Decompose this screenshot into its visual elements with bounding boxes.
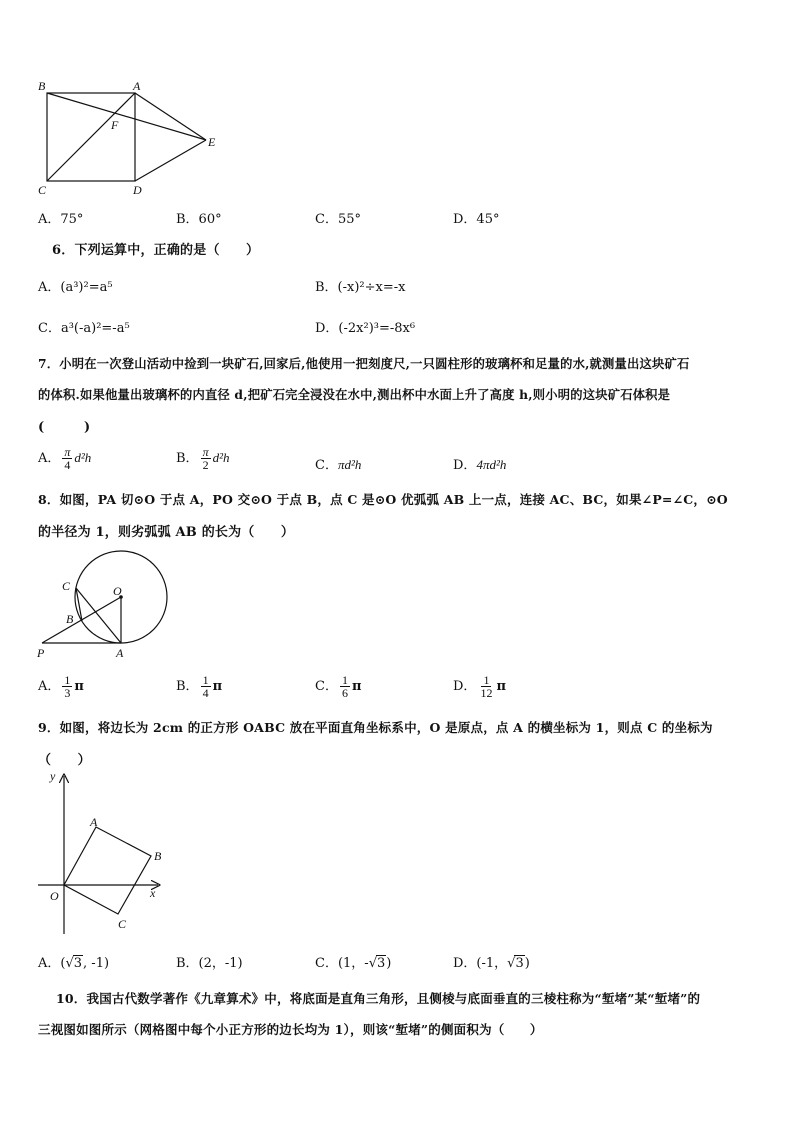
fraction-numerator: π [64, 445, 71, 459]
label-x: x [150, 886, 156, 900]
q8-option-a-fraction [62, 674, 72, 699]
q7-option-a-fraction [62, 446, 72, 471]
q8-option-a [38, 674, 84, 699]
q5-option-d: D．45° [453, 212, 500, 227]
label-y: y [50, 769, 56, 783]
q9-option-c-label: C．(1，- [315, 956, 369, 971]
fraction-denominator: 3 [64, 686, 71, 700]
q7-option-b-label: B． [176, 451, 199, 466]
fraction-denominator: 2 [202, 458, 209, 472]
q8-option-c-fraction [340, 674, 350, 699]
q7-option-b [176, 446, 229, 471]
q8-option-b [176, 674, 222, 699]
label-b: B [154, 849, 162, 863]
fraction-numerator: 1 [64, 673, 71, 687]
radicand: 3 [73, 956, 83, 971]
q8-option-c [315, 674, 361, 699]
fraction-numerator: π [202, 445, 209, 459]
label-b: B [38, 79, 46, 93]
fraction-numerator: 1 [483, 673, 490, 687]
q9-option-c: C．(1，-√3) [315, 956, 392, 971]
q5-option-c: C．55° [315, 212, 361, 227]
label-a: A [116, 646, 124, 660]
q5-option-a: A．75° [38, 212, 84, 227]
q7-line2: 的体积.如果他量出玻璃杯的内直径 d,把矿石完全浸没在水中,测出杯中水面上升了高度 h,则小明的这块矿石体积是 [38, 387, 671, 402]
q8-option-b-label: B． [176, 679, 199, 694]
fraction-numerator: 1 [341, 673, 348, 687]
figure-coordinate-square [34, 768, 174, 938]
figure-circle-tangent [32, 548, 172, 662]
q7-option-d-label: D． [453, 458, 477, 473]
pi-symbol: π [496, 679, 506, 694]
q8-line1: 8．如图，PA 切⊙O 于点 A，PO 交⊙O 于点 B，点 C 是⊙O 优弧弧 AB 上一点，连接 AC、BC，如果∠P=∠C，⊙O [38, 492, 728, 507]
q9-option-d-tail: ) [524, 956, 530, 971]
q8-option-d-fraction [478, 674, 494, 699]
q7-option-a-tail: d²h [74, 450, 92, 465]
q7-line1: 7．小明在一次登山活动中捡到一块矿石,回家后,他使用一把刻度尺,一只圆柱形的玻璃杯和足量的水,就测量出这块矿石 [38, 356, 690, 371]
q9-option-d: D．(-1，√3) [453, 956, 530, 971]
fraction-denominator: 6 [341, 686, 348, 700]
label-c: C [38, 183, 47, 197]
q9-option-d-label: D．(-1， [453, 956, 508, 971]
label-d: D [133, 183, 142, 197]
q10-line1: 10．我国古代数学著作《九章算术》中，将底面是直角三角形，且侧棱与底面垂直的三棱柱称为“堑堵”某“堑堵”的 [56, 991, 701, 1006]
q7-option-a [38, 446, 91, 471]
q9-option-c-tail: ) [386, 956, 392, 971]
q8-option-c-label: C． [315, 679, 338, 694]
label-a: A [90, 815, 98, 829]
q6-stem: 6．下列运算中，正确的是（ ） [52, 243, 260, 258]
segment-de [135, 140, 206, 181]
q7-option-a-label: A． [38, 451, 61, 466]
q9-line2: （ ） [38, 753, 91, 768]
label-o: O [50, 889, 59, 903]
q9-option-a-label: A．( [38, 956, 66, 971]
label-o: O [113, 584, 122, 598]
square-oabc [64, 827, 151, 914]
radicand: 3 [376, 956, 386, 971]
q7-line3: ( ) [38, 420, 91, 435]
q8-option-b-fraction [201, 674, 211, 699]
q8-option-d [453, 674, 506, 699]
fraction-numerator: 1 [202, 673, 209, 687]
q6-option-d: D．(-2x²)³=-8x⁶ [315, 321, 416, 336]
q9-option-a: A．(√3, -1) [38, 956, 110, 971]
label-f: F [111, 118, 119, 132]
q7-option-b-tail: d²h [212, 450, 230, 465]
segment-be [47, 93, 206, 140]
q10-line2: 三视图如图所示（网格图中每个小正方形的边长均为 1），则该“堑堵”的侧面积为（ ） [38, 1022, 543, 1037]
q8-option-a-label: A． [38, 679, 61, 694]
q6-option-b: B．(-x)²÷x=-x [315, 280, 406, 295]
label-a: A [133, 79, 141, 93]
q6-option-c: C．a³(-a)²=-a⁵ [38, 321, 130, 336]
q7-option-b-fraction [201, 446, 211, 471]
figure-square-triangle [30, 76, 230, 198]
pi-symbol: π [212, 679, 223, 694]
pi-symbol: π [351, 679, 362, 694]
label-c: C [62, 579, 71, 593]
pi-symbol: π [74, 679, 84, 694]
q9-line1: 9．如图，将边长为 2cm 的正方形 OABC 放在平面直角坐标系中，O 是原点，点 A 的横坐标为 1，则点 C 的坐标为 [38, 720, 713, 735]
q7-option-d-tail: 4πd²h [476, 457, 507, 472]
label-b: B [66, 612, 74, 626]
q9-option-b: B．(2，-1) [176, 956, 243, 971]
label-c: C [118, 917, 127, 931]
segment-ae [135, 93, 206, 140]
q8-line2: 的半径为 1，则劣弧弧 AB 的长为（ ） [38, 525, 295, 540]
q7-option-c [315, 454, 361, 473]
fraction-denominator: 12 [480, 686, 493, 700]
label-e: E [208, 135, 216, 149]
q5-option-b: B．60° [176, 212, 222, 227]
q7-option-c-label: C． [315, 458, 338, 473]
q7-option-d [453, 454, 506, 473]
radicand: 3 [515, 956, 524, 971]
fraction-denominator: 4 [64, 458, 71, 472]
label-p: P [37, 646, 45, 660]
q7-option-c-tail: πd²h [337, 457, 362, 472]
q8-option-d-label: D． [453, 679, 477, 694]
q6-option-a: A．(a³)²=a⁵ [38, 280, 113, 295]
q9-option-a-tail: , -1) [83, 956, 110, 971]
fraction-denominator: 4 [202, 686, 209, 700]
